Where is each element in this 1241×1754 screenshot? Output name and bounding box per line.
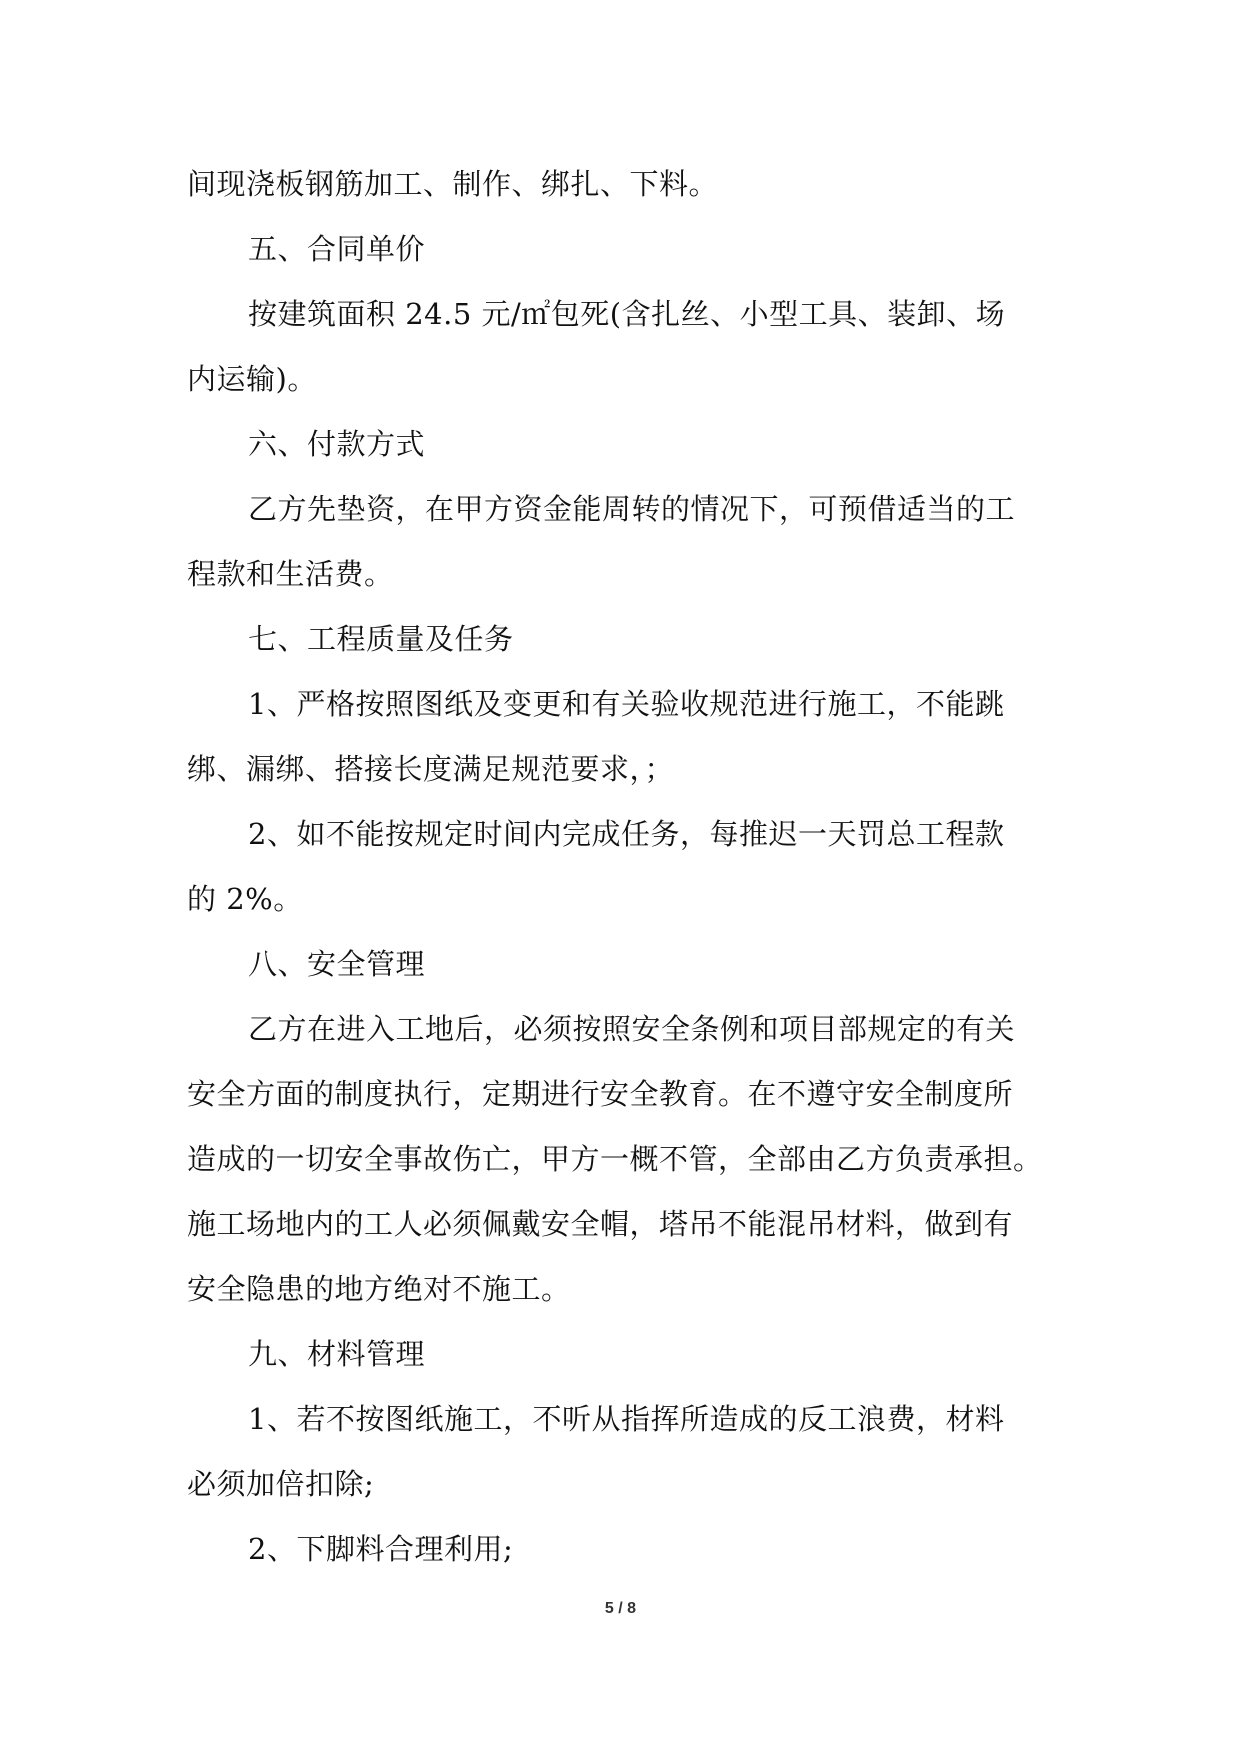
text-line: 绑、漏绑、搭接长度满足规范要求，； [187, 752, 675, 786]
text-line: 1、若不按图纸施工，不听从指挥所造成的反工浪费，材料 [248, 1402, 1005, 1436]
section-heading-quality-and-tasks: 七、工程质量及任务 [248, 622, 514, 656]
text-line: 安全方面的制度执行，定期进行安全教育。在不遵守安全制度所 [187, 1077, 1014, 1111]
section-heading-payment-method: 六、付款方式 [248, 427, 426, 461]
text-line: 必须加倍扣除; [187, 1467, 375, 1501]
section-heading-safety-management: 八、安全管理 [248, 947, 426, 981]
text-line: 程款和生活费。 [187, 557, 394, 591]
text-line: 按建筑面积 24.5 元/㎡包死(含扎丝、小型工具、装卸、场 [248, 297, 1006, 331]
text-line: 施工场地内的工人必须佩戴安全帽，塔吊不能混吊材料，做到有 [187, 1207, 1014, 1241]
text-line: 2、如不能按规定时间内完成任务，每推迟一天罚总工程款 [248, 817, 1005, 851]
text-line: 乙方在进入工地后，必须按照安全条例和项目部规定的有关 [248, 1012, 1016, 1046]
page-number: 5 / 8 [604, 1600, 637, 1617]
section-heading-material-management: 九、材料管理 [248, 1337, 426, 1371]
section-heading-unit-price: 五、合同单价 [248, 232, 426, 266]
text-line: 的 2%。 [187, 882, 303, 916]
text-line: 乙方先垫资，在甲方资金能周转的情况下，可预借适当的工 [248, 492, 1016, 526]
text-line: 安全隐患的地方绝对不施工。 [187, 1272, 571, 1306]
text-line: 1、严格按照图纸及变更和有关验收规范进行施工，不能跳 [248, 687, 1005, 721]
document-body [187, 152, 1057, 1582]
text-line: 造成的一切安全事故伤亡，甲方一概不管，全部由乙方负责承担。 [187, 1142, 1043, 1176]
text-line: 2、下脚料合理利用; [248, 1532, 514, 1566]
text-line: 间现浇板钢筋加工、制作、绑扎、下料。 [187, 167, 719, 201]
text-line: 内运输)。 [187, 362, 317, 396]
